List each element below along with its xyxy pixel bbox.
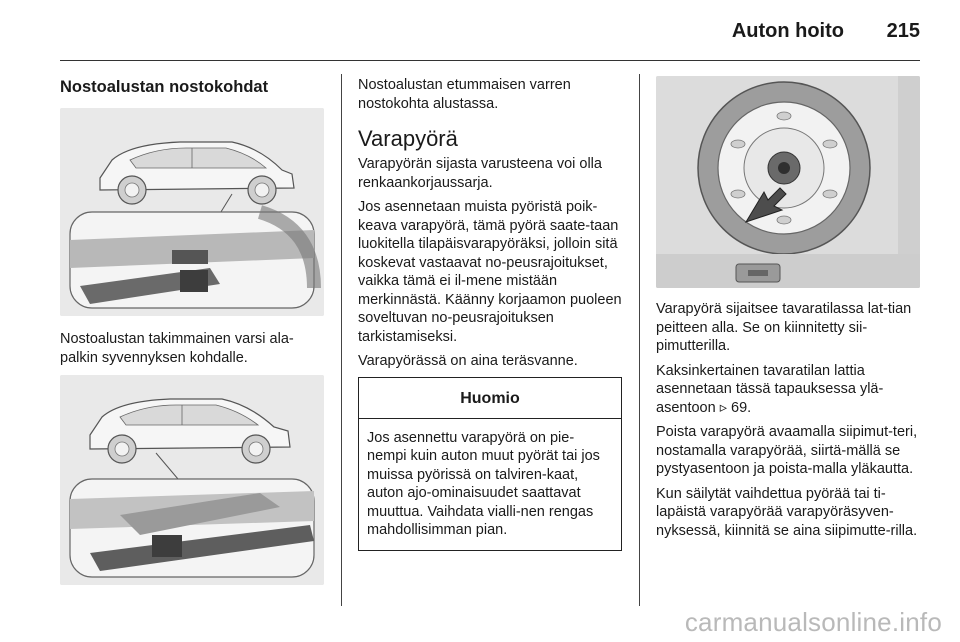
front-lift-point-figure <box>60 375 324 585</box>
chapter-title: Auton hoito <box>731 20 844 42</box>
car-lift-illustration-1 <box>60 108 324 316</box>
notice-title: Huomio <box>359 378 621 419</box>
car-lift-illustration-2 <box>60 375 324 585</box>
paragraph-double-floor-text: Kaksinkertainen tavaratilan lattia asennetaan tässä tapauksessa ylä-asentoon <box>656 362 884 416</box>
paragraph-steel-rim: Varapyörässä on aina teräsvanne. <box>358 353 578 369</box>
spare-wheel-illustration <box>656 76 920 288</box>
page-number: 215 <box>886 20 920 42</box>
column-divider-2 <box>639 74 640 606</box>
column-left <box>60 76 324 585</box>
paragraph-repair-kit: Varapyörän sijasta varusteena voi olla renkaankorjaussarja. <box>358 156 602 191</box>
paragraph-temporary-spare: Jos asennetaan muista pyöristä poik-keava varapyörä, tämä pyörä saate-taan luokitella tilapäisvarapyöräksi, jolloin sitä koskevat vastaavat no-peusrajoitukset, vaikka tämä ei il-mene mistään merkinnästä. Käänny korjaamon puoleen soveltuvan no-peusrajoituksen tarkistamiseksi. <box>358 199 622 345</box>
heading-varapyora: Varapyörä <box>358 126 458 151</box>
column-divider-1 <box>341 74 342 606</box>
section-title: Nostoalustan nostokohdat <box>60 78 269 96</box>
notice-box <box>358 377 622 551</box>
page-ref-number: 69. <box>731 399 752 416</box>
watermark: carmanualsonline.info <box>684 607 942 637</box>
paragraph-double-floor <box>656 362 920 418</box>
spare-wheel-figure <box>656 76 920 288</box>
paragraph-store-wheel: Kun säilytät vaihdettua pyörää tai ti-lapäistä varapyörää varapyöräsyven-nyksessä, kiinnitä se aina siipimutte-rilla. <box>656 485 918 539</box>
page-ref-icon: ▹ <box>719 399 727 416</box>
notice-body: Jos asennettu varapyörä on pie-nempi kuin auton muut pyörät tai jos muissa pyörissä on talviren-kaat, auton ajo-ominaisuudet saattavat muuttua. Vaihdata vialli-nen rengas mahdollisimman pian. <box>367 429 600 538</box>
paragraph-remove-spare: Poista varapyörä avaamalla siipimut-teri, nostamalla varapyörää, siirtä-mällä se pystyasentoon ja poista-malla yläkautta. <box>656 424 918 477</box>
page-header <box>0 0 960 62</box>
paragraph-location: Varapyörä sijaitsee tavaratilassa lat-tian peitteen alla. Se on kiinnitetty sii-pimutterilla. <box>656 301 912 354</box>
header-rule <box>60 60 920 61</box>
rear-lift-point-figure <box>60 108 324 316</box>
column-middle <box>358 76 622 551</box>
front-lift-caption: Nostoalustan etummaisen varren nostokohta alustassa. <box>358 77 571 112</box>
column-right <box>656 76 920 546</box>
caption-rear-lift: Nostoalustan takimmainen varsi ala-palkin syvennyksen kohdalle. <box>60 331 294 366</box>
